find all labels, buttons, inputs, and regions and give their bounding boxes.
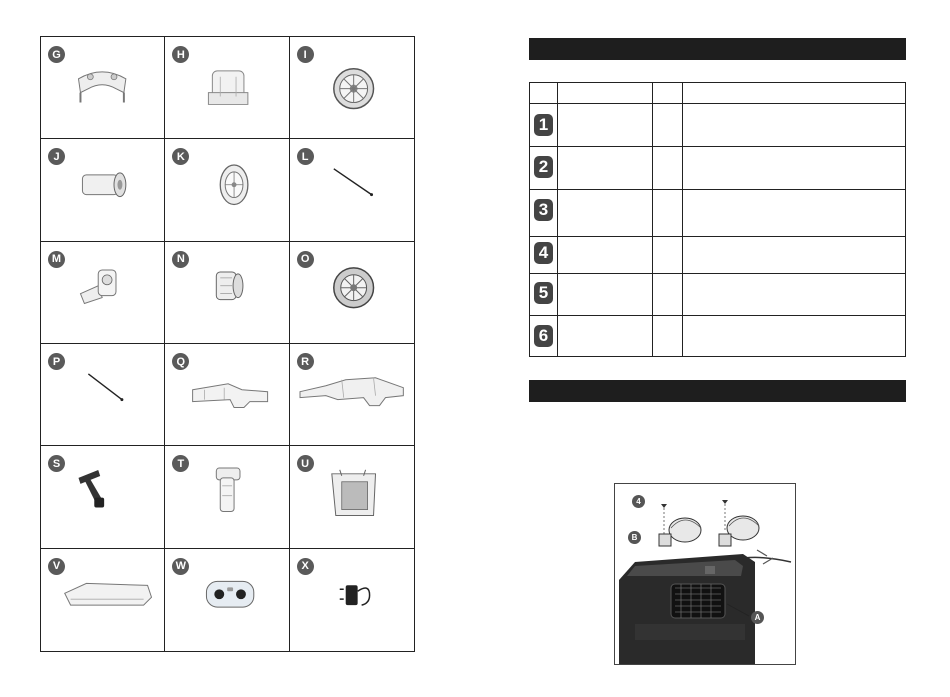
parts-grid <box>40 36 415 652</box>
part-cell-r <box>290 344 414 446</box>
step-number-4: 4 <box>534 242 553 264</box>
part-letter-g: G <box>48 46 65 63</box>
part-letter-x: X <box>297 558 314 575</box>
large-wheel-drawing <box>290 37 414 138</box>
part-cell-g <box>41 37 165 139</box>
part-letter-p: P <box>48 353 65 370</box>
part-letter-i: I <box>297 46 314 63</box>
step-number-5: 5 <box>534 282 553 304</box>
part-cell-l <box>290 139 414 241</box>
bumper-bracket-drawing <box>165 344 288 445</box>
part-letter-w: W <box>172 558 189 575</box>
part-cell-v <box>41 549 165 651</box>
part-letter-k: K <box>172 148 189 165</box>
section-header-bar <box>529 38 906 60</box>
step-number-1: 1 <box>534 114 553 136</box>
steering-column-drawing <box>165 446 288 547</box>
part-letter-n: N <box>172 251 189 268</box>
assembly-figure <box>614 483 796 665</box>
part-letter-j: J <box>48 148 65 165</box>
part-cell-j <box>41 139 165 241</box>
rear-wheel-drawing <box>290 242 414 343</box>
step-number-3: 3 <box>534 199 553 221</box>
seat-cover-drawing <box>41 549 164 651</box>
small-wheel-drawing <box>165 139 288 240</box>
part-cell-i <box>290 37 414 139</box>
axle-sleeve-drawing <box>41 139 164 240</box>
step-number-6: 6 <box>534 325 553 347</box>
step-number-2: 2 <box>534 156 553 178</box>
part-cell-t <box>165 446 289 548</box>
part-cell-u <box>290 446 414 548</box>
table-header-row <box>530 83 905 104</box>
windshield-drawing <box>41 37 164 138</box>
part-letter-s: S <box>48 455 65 472</box>
table-row-divider <box>530 146 905 147</box>
part-cell-x <box>290 549 414 651</box>
part-letter-l: L <box>297 148 314 165</box>
table-row-divider <box>530 315 905 316</box>
section-header-bar-2 <box>529 380 906 402</box>
table-row-divider <box>530 189 905 190</box>
callout-bracket: B <box>628 531 641 544</box>
part-cell-q <box>165 344 289 446</box>
rear-frame-drawing <box>290 344 414 445</box>
part-letter-q: Q <box>172 353 189 370</box>
battery-box-drawing <box>290 446 414 547</box>
gearbox-arm-drawing <box>41 242 164 343</box>
part-letter-h: H <box>172 46 189 63</box>
headlight-assembly-drawing <box>615 484 796 665</box>
part-cell-h <box>165 37 289 139</box>
part-cell-o <box>290 242 414 344</box>
part-letter-o: O <box>297 251 314 268</box>
seat-drawing <box>165 37 288 138</box>
part-cell-k <box>165 139 289 241</box>
long-rod-drawing <box>290 139 414 240</box>
part-cell-n <box>165 242 289 344</box>
wrench-drawing <box>41 446 164 547</box>
remote-control-drawing <box>165 549 288 651</box>
part-letter-u: U <box>297 455 314 472</box>
part-cell-s <box>41 446 165 548</box>
part-letter-v: V <box>48 558 65 575</box>
short-rod-drawing <box>41 344 164 445</box>
part-letter-r: R <box>297 353 314 370</box>
part-cell-w <box>165 549 289 651</box>
motor-drawing <box>165 242 288 343</box>
part-letter-t: T <box>172 455 189 472</box>
part-letter-m: M <box>48 251 65 268</box>
callout-screw: 4 <box>632 495 645 508</box>
table-row-divider <box>530 273 905 274</box>
part-cell-m <box>41 242 165 344</box>
charger-drawing <box>290 549 414 651</box>
callout-body: A <box>751 611 764 624</box>
steps-table <box>529 82 906 357</box>
part-cell-p <box>41 344 165 446</box>
table-row-divider <box>530 236 905 237</box>
